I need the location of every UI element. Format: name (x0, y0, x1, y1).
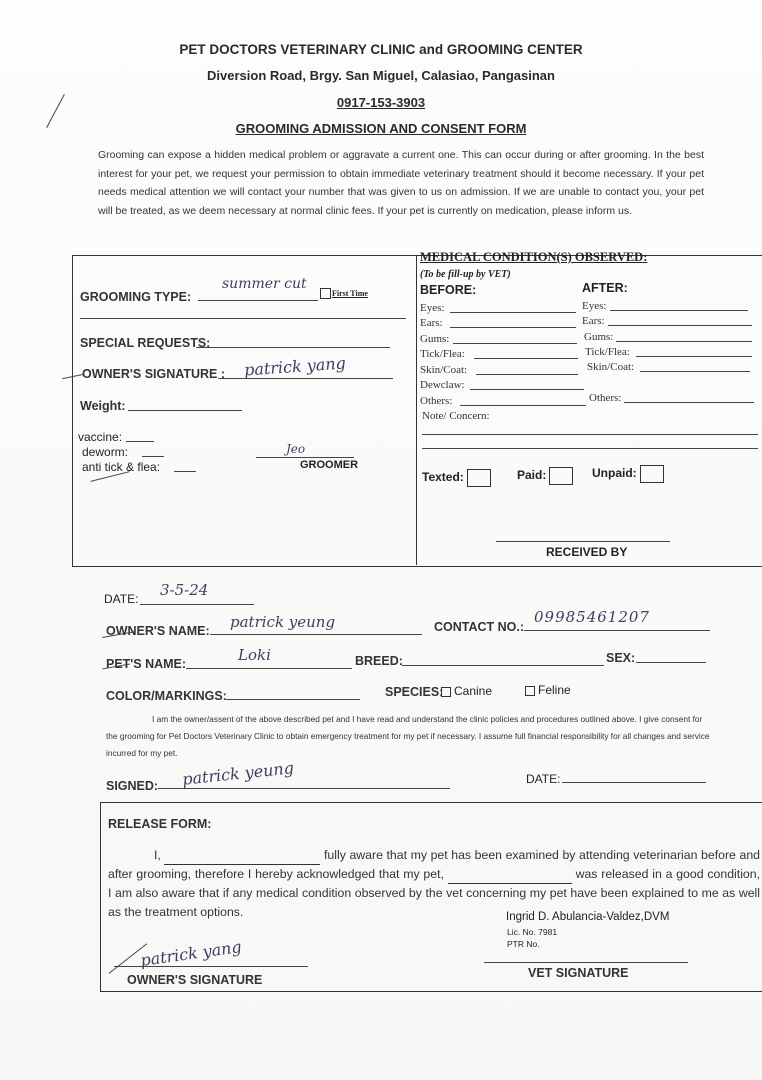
pet-name-value[interactable]: Loki (238, 646, 271, 664)
clinic-name: PET DOCTORS VETERINARY CLINIC and GROOMING CENTER (179, 42, 583, 57)
canine-label: Canine (454, 684, 493, 698)
anti-tick-label: anti tick & flea: (82, 460, 161, 474)
signed-line (158, 788, 450, 789)
box-divider (416, 255, 417, 565)
breed-label: BREED: (355, 654, 403, 668)
contact-line (524, 630, 710, 631)
owner-name-value[interactable]: patrick yeung (230, 613, 336, 631)
first-time-checkbox[interactable] (320, 288, 331, 299)
owner-name-label: OWNER'S NAME: (106, 624, 210, 638)
vaccine-line (126, 441, 154, 442)
before-eyes-label: Eyes: (420, 302, 445, 314)
after-skin-line (640, 371, 750, 372)
contact-label: CONTACT NO.: (434, 620, 525, 634)
signed-date-label: DATE: (526, 772, 561, 786)
after-others-line (624, 402, 754, 403)
clinic-address: Diversion Road, Brgy. San Miguel, Calasiao, Pangasinan (207, 68, 555, 83)
deworm-line (142, 456, 164, 457)
release-part-1: I, (154, 848, 161, 862)
paid-field[interactable] (517, 467, 573, 485)
vet-signature-line (484, 962, 688, 963)
before-dewclaw-line (470, 389, 584, 390)
before-eyes-line (450, 312, 576, 313)
species-label: SPECIES: (385, 685, 444, 699)
date-value[interactable]: 3-5-24 (160, 581, 209, 599)
after-skin-label: Skin/Coat: (587, 361, 635, 373)
special-requests-label: SPECIAL REQUESTS: (80, 336, 211, 350)
before-skin-line (476, 374, 578, 375)
feline-checkbox[interactable] (525, 686, 535, 696)
consent-paragraph: I am the owner/assent of the above described pet and I have read and understand the clinic policies and procedures outlined above. I give consent for the grooming for Pet Doctors Veterinary Clinic to obtain emergency treatment for my pet if necessary. I assume full financial responsibility for all changes and service incurred for my pet. (106, 714, 710, 758)
grooming-type-label: GROOMING TYPE: (80, 290, 192, 304)
grooming-extra-line (80, 318, 406, 319)
feline-label: Feline (538, 683, 571, 697)
before-others-line (460, 405, 586, 406)
texted-field[interactable] (422, 469, 491, 487)
release-pet-name-blank[interactable] (448, 883, 572, 884)
before-dewclaw-label: Dewclaw: (420, 379, 465, 391)
weight-line (128, 410, 242, 411)
release-owner-signature-value[interactable]: patrick yang (139, 937, 243, 970)
owner-signature-label: OWNER'S SIGNATURE : (82, 367, 226, 381)
release-part-3: was released in a good condition, I am also aware that if any medical condition observed by the vet concerning my pet have been explained to me as well as the treatment options. (108, 867, 761, 919)
before-ears-line (450, 327, 576, 328)
owner-signature-value[interactable]: patrick yang (243, 353, 347, 380)
signed-value[interactable]: patrick yeung (181, 758, 295, 789)
weight-label: Weight: (80, 399, 126, 413)
signed-date-line (562, 782, 706, 783)
first-time-label: First Time (332, 289, 368, 298)
before-others-label: Others: (420, 395, 453, 407)
texted-checkbox[interactable] (467, 469, 491, 487)
note-line-1 (422, 434, 758, 435)
before-ears-label: Ears: (420, 317, 443, 329)
deworm-label: deworm: (82, 445, 129, 459)
after-eyes-label: Eyes: (582, 300, 607, 312)
grooming-type-value[interactable]: summer cut (222, 276, 307, 292)
vet-name: Ingrid D. Abulancia-Valdez,DVM (506, 911, 670, 923)
sex-line (636, 662, 706, 663)
after-tick-label: Tick/Flea: (585, 346, 630, 358)
contact-value[interactable]: 09985461207 (534, 608, 650, 626)
sex-label: SEX: (606, 651, 636, 665)
after-ears-line (608, 325, 752, 326)
groomer-signature[interactable]: Jeo (286, 442, 306, 456)
release-part-2: fully aware that my pet has been examined by attending veterinarian before and after grooming, therefore I hereby acknowledged that my pet, (108, 848, 760, 881)
grooming-type-line (198, 300, 318, 301)
date-label: DATE: (104, 592, 139, 606)
before-tick-label: Tick/Flea: (420, 348, 465, 360)
signed-label: SIGNED: (106, 779, 159, 793)
vet-lic-no: Lic. No. 7981 (507, 927, 558, 937)
note-line-2 (422, 448, 758, 449)
release-owner-name-blank[interactable] (164, 864, 320, 865)
canine-option[interactable] (441, 684, 492, 698)
paid-checkbox[interactable] (549, 467, 573, 485)
vaccine-label: vaccine: (78, 430, 123, 444)
date-line (140, 604, 254, 605)
paid-label: Paid: (517, 468, 547, 483)
before-skin-label: Skin/Coat: (420, 364, 468, 376)
breed-line (402, 665, 604, 666)
vet-signature-label: VET SIGNATURE (528, 966, 629, 980)
after-eyes-line (610, 310, 748, 311)
note-concern-label: Note/ Concern: (422, 410, 490, 422)
feline-option[interactable] (525, 683, 571, 697)
owner-name-line (210, 634, 422, 635)
form-title: GROOMING ADMISSION AND CONSENT FORM (235, 121, 527, 136)
after-ears-label: Ears: (582, 315, 605, 327)
unpaid-label: Unpaid: (592, 466, 637, 481)
clinic-phone: 0917-153-3903 (336, 95, 426, 110)
release-title: RELEASE FORM: (108, 817, 212, 831)
after-others-label: Others: (589, 392, 622, 404)
medical-subtitle: (To be fill-up by VET) (420, 269, 511, 280)
canine-checkbox[interactable] (441, 687, 451, 697)
before-label: BEFORE: (420, 283, 477, 297)
intro-paragraph: Grooming can expose a hidden medical problem or aggravate a current one. This can occur during or after grooming. In the best interest for your pet, we request your permission to obtain immediate veterinary treatment should it become necessary. If your pet needs medical attention we will contact your number that was given to us on admission. If we are unable to contact you, your pet will be treated, as we deem necessary at normal clinic fees. If your pet is currently on medication, please inform us. (98, 149, 704, 217)
before-gums-line (453, 343, 577, 344)
groomer-label: GROOMER (300, 459, 359, 471)
unpaid-checkbox[interactable] (640, 465, 664, 483)
special-requests-line (196, 347, 390, 348)
anti-tick-line (174, 471, 196, 472)
vet-ptr-no: PTR No. (507, 939, 540, 949)
pet-name-label: PET'S NAME: (106, 657, 187, 671)
medical-title: MEDICAL CONDITION(S) OBSERVED: (420, 250, 648, 264)
after-gums-label: Gums: (584, 331, 614, 343)
after-gums-line (616, 341, 752, 342)
color-label: COLOR/MARKINGS: (106, 689, 227, 703)
after-tick-line (636, 356, 752, 357)
texted-label: Texted: (422, 470, 464, 485)
unpaid-field[interactable] (592, 465, 664, 483)
after-label: AFTER: (582, 281, 628, 295)
pet-name-line (186, 668, 352, 669)
color-line (226, 699, 360, 700)
release-owner-signature-label: OWNER'S SIGNATURE (127, 973, 263, 987)
received-by-line (496, 541, 670, 542)
before-gums-label: Gums: (420, 333, 450, 345)
before-tick-line (474, 358, 578, 359)
groomer-line (256, 457, 354, 458)
received-by-label: RECEIVED BY (546, 545, 628, 559)
